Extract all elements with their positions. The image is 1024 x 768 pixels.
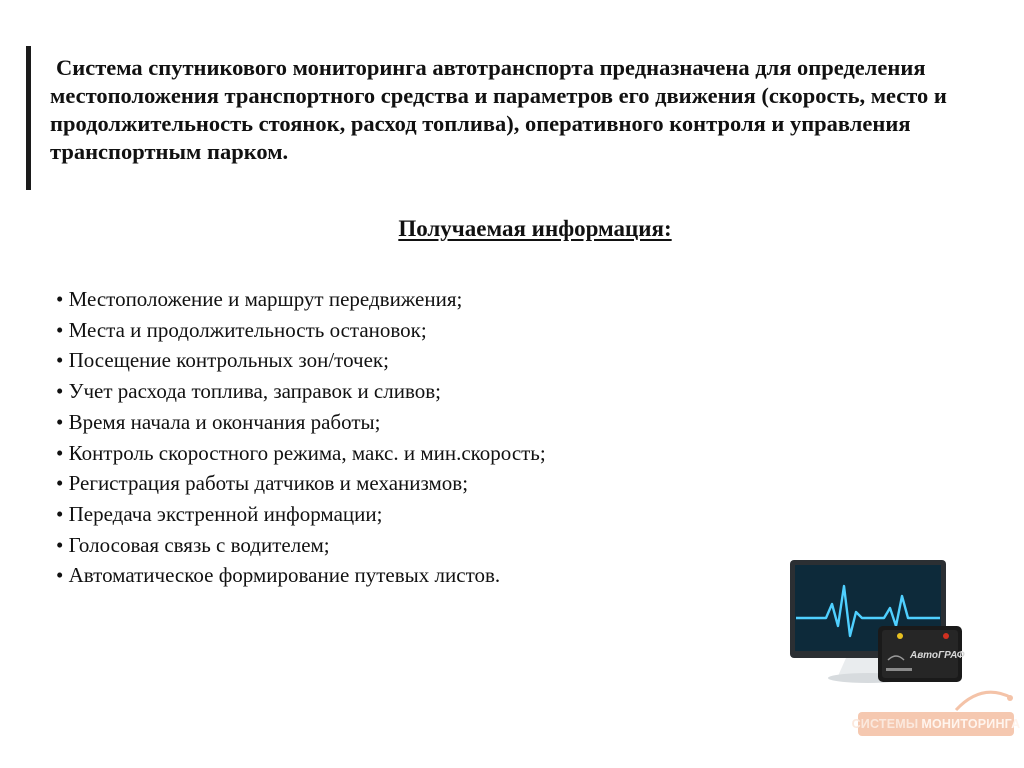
brand-word-2: МОНИТОРИНГА (921, 717, 1021, 731)
list-item: • Голосовая связь с водителем; (56, 530, 546, 561)
list-item: • Местоположение и маршрут передвижения; (56, 284, 546, 315)
tracker-brand: АвтоГРАФ (910, 650, 965, 661)
brand-logo (851, 688, 1021, 748)
intro-paragraph: Система спутникового мониторинга автотранспорта предназначена для определения местоположения транспортного средства и параметров его движения (скорость, место и продолжительность стоянок, расход топлива), оперативного контроля и управления транспортным парком. (50, 55, 947, 164)
swoosh-icon (952, 688, 1016, 714)
brand-word-1: СИСТЕМЫ (851, 717, 919, 731)
accent-bar (26, 46, 31, 190)
list-item: • Места и продолжительность остановок; (56, 315, 546, 346)
list-item: • Передача экстренной информации; (56, 499, 546, 530)
list-item: • Контроль скоростного режима, макс. и мин.скорость; (56, 438, 546, 469)
list-item: • Посещение контрольных зон/точек; (56, 345, 546, 376)
info-list (56, 284, 546, 591)
list-item: • Время начала и окончания работы; (56, 407, 546, 438)
list-item: • Автоматическое формирование путевых листов. (56, 560, 546, 591)
list-item: • Учет расхода топлива, заправок и сливов; (56, 376, 546, 407)
device-illustration (786, 556, 968, 690)
list-item: • Регистрация работы датчиков и механизмов; (56, 468, 546, 499)
section-heading: Получаемая информация: (398, 216, 672, 241)
brand-badge (851, 712, 1021, 736)
